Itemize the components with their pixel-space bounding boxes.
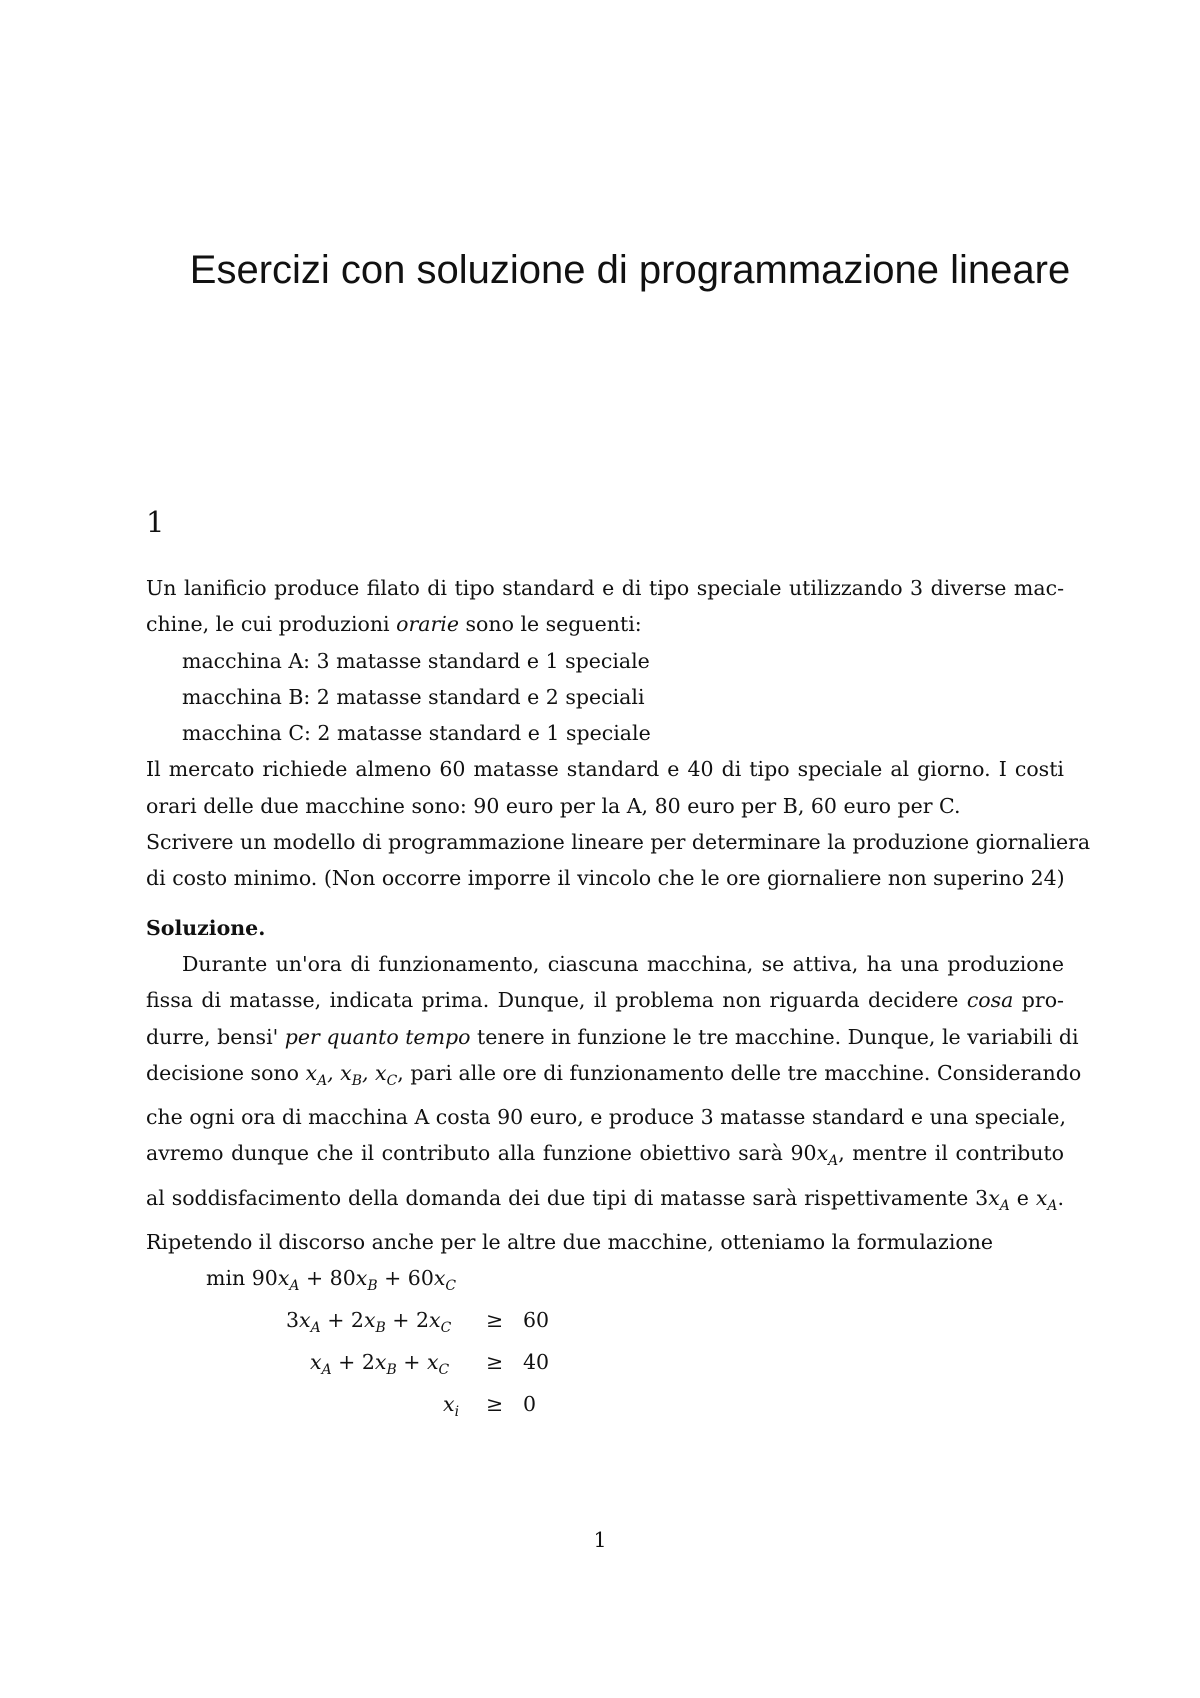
- machine-c-line: macchina C: 2 matasse standard e 1 speciale: [182, 721, 651, 746]
- relation-symbol: ≥: [486, 1350, 504, 1374]
- problem-line: Scrivere un modello di programmazione lineare per determinare la produzione giornaliera: [146, 830, 1091, 855]
- problem-line: di costo minimo. (Non occorre imporre il vincolo che le ore giornaliere non superino 24): [146, 866, 1065, 891]
- emphasis: orarie: [396, 612, 459, 637]
- relation-symbol: ≥: [486, 1308, 504, 1332]
- problem-line: chine, le cui produzioni orarie sono le seguenti:: [146, 612, 642, 637]
- page-number: 1: [593, 1528, 607, 1552]
- problem-line: Il mercato richiede almeno 60 matasse standard e 40 di tipo speciale al giorno. I costi: [146, 757, 1064, 782]
- constraint-rhs: 40: [523, 1350, 550, 1374]
- solution-line: che ogni ora di macchina A costa 90 euro, e produce 3 matasse standard e una speciale,: [146, 1105, 1066, 1130]
- section-number: 1: [146, 505, 165, 539]
- solution-line: Durante un'ora di funzionamento, ciascuna macchina, se attiva, ha una produzione: [182, 952, 1064, 976]
- solution-heading: Soluzione.: [146, 916, 266, 940]
- objective-function: $\min 90x_A + 80x_B + 60x_C$: [206, 1266, 457, 1294]
- solution-line: decisione sono $x_A$, $x_B$, $x_C$, pari alle ore di funzionamento delle tre macchine. Considerando: [146, 1060, 1082, 1089]
- document-title: Esercizi con soluzione di programmazione lineare: [189, 248, 1071, 292]
- solution-line: durre, bensi' per quanto tempo tenere in funzione le tre macchine. Dunque, le variabili di: [146, 1024, 1079, 1049]
- solution-line: fissa di matasse, indicata prima. Dunque, il problema non riguarda decidere cosa pro-: [146, 988, 1064, 1013]
- solution-line: al soddisfacimento della domanda dei due tipi di matasse sarà rispettivamente $3x_A$ e $x_A$.: [146, 1185, 1064, 1214]
- machine-b-line: macchina B: 2 matasse standard e 2 speciali: [182, 684, 645, 709]
- nonnegativity-lhs: $x_i$: [443, 1392, 460, 1420]
- math-term: $3x_A$: [975, 1185, 1010, 1214]
- solution-line: Ripetendo il discorso anche per le altre due macchine, otteniamo la formulazione: [146, 1229, 994, 1254]
- math-term: $x_A$: [1035, 1185, 1058, 1214]
- math-term: $90x_A$: [790, 1141, 839, 1170]
- constraint-rhs: 60: [523, 1308, 550, 1332]
- problem-line: Un lanificio produce filato di tipo standard e di tipo speciale utilizzando 3 diverse mac-: [146, 576, 1064, 600]
- problem-statement: [146, 570, 1091, 897]
- problem-line: orari delle due macchine sono: 90 euro per la A, 80 euro per B, 60 euro per C.: [146, 793, 961, 818]
- constraint-rhs: 0: [523, 1392, 537, 1416]
- constraint-standard-lhs: $3x_A + 2x_B + 2x_C$: [286, 1308, 452, 1336]
- decision-variables: $x_A$, $x_B$, $x_C$: [305, 1060, 398, 1089]
- constraint-special-lhs: $x_A + 2x_B + x_C$: [310, 1350, 450, 1378]
- solution-body: [146, 946, 1082, 1260]
- relation-symbol: ≥: [486, 1392, 504, 1416]
- solution-line: avremo dunque che il contributo alla funzione obiettivo sarà $90x_A$, mentre il contributo: [146, 1141, 1065, 1170]
- machine-a-line: macchina A: 3 matasse standard e 1 speciale: [182, 648, 650, 673]
